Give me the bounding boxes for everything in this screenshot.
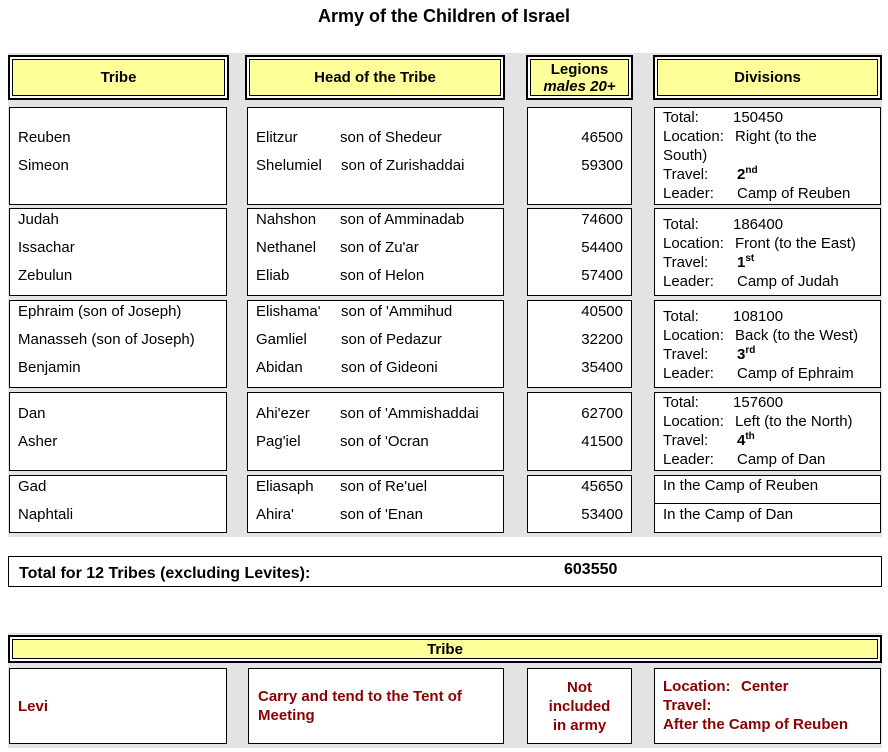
head-father: son of Zurishaddai: [341, 157, 465, 174]
division-location: Right (to the: [735, 128, 817, 145]
division-travel: 3rd: [737, 345, 756, 363]
head-father: son of 'Ocran: [340, 433, 429, 450]
division-leader: Camp of Dan: [737, 451, 826, 468]
division-total: 108100: [733, 308, 784, 325]
tribe-name: Asher: [18, 433, 58, 450]
group-5-tribes: [9, 475, 227, 533]
group-5-division-naphtali: [654, 503, 881, 533]
head-father: son of Gideoni: [341, 359, 438, 376]
header-head-label: Head of the Tribe: [314, 69, 436, 86]
page-title: Army of the Children of Israel: [317, 6, 571, 26]
head-father: son of Re'uel: [340, 478, 428, 495]
group-5-division-gad: [654, 475, 881, 504]
division-travel-label: Travel:: [663, 254, 709, 271]
header-tribe-label: Tribe: [100, 69, 137, 86]
group-1-legions: [527, 107, 632, 205]
head-father: son of Shedeur: [340, 129, 442, 146]
head-name: Eliab: [256, 267, 290, 284]
head-name: Nahshon: [256, 211, 317, 228]
tribe-name: Issachar: [18, 239, 75, 256]
group-1-division: [654, 107, 881, 205]
group-2-tribes: [9, 208, 227, 296]
head-father: son of 'Ammihud: [341, 303, 453, 320]
levi-travel: After the Camp of Reuben: [663, 716, 849, 733]
legion-count: 59300: [581, 157, 623, 174]
levi-legions-cell: [527, 668, 632, 744]
head-name: Ahi'ezer: [256, 405, 310, 422]
division-total-label: Total:: [663, 308, 699, 325]
division-travel: 2nd: [737, 165, 758, 183]
levi-legions: Not: [567, 679, 592, 696]
levi-duty-cell: [248, 668, 504, 744]
legion-count: 32200: [581, 331, 623, 348]
total-label: Total for 12 Tribes (excluding Levites):: [19, 565, 311, 582]
division-leader-label: Leader:: [663, 451, 714, 468]
levi-division-cell: [654, 668, 881, 744]
group-2-legions: [527, 208, 632, 296]
division-leader-label: Leader:: [663, 185, 714, 202]
levi-travel-label: Travel:: [663, 697, 712, 714]
division-total-label: Total:: [663, 394, 699, 411]
header-legions: [526, 55, 633, 100]
tribe-name: Benjamin: [18, 359, 81, 376]
head-name: Elitzur: [256, 129, 298, 146]
levi-tribe: Levi: [18, 698, 49, 715]
head-name: Eliasaph: [256, 478, 314, 495]
header-divisions: [653, 55, 882, 100]
levi-tribe-cell: [9, 668, 227, 744]
group-4-heads: [247, 392, 504, 471]
division-travel-label: Travel:: [663, 346, 709, 363]
levi-legions: included: [548, 698, 611, 715]
division-total-label: Total:: [663, 216, 699, 233]
division-total: 157600: [733, 394, 784, 411]
tribe-name: Ephraim (son of Joseph): [18, 303, 182, 320]
header-tribe: [8, 55, 229, 100]
head-name: Abidan: [256, 359, 303, 376]
division-note: In the Camp of Reuben: [663, 477, 819, 494]
division-location-label: Location:: [663, 327, 724, 344]
head-father: son of 'Enan: [340, 506, 423, 523]
head-name: Nethanel: [256, 239, 317, 256]
tribe-name: Manasseh (son of Joseph): [18, 331, 195, 348]
group-5-legions: [527, 475, 632, 533]
head-father: son of 'Ammishaddai: [340, 405, 479, 422]
total-row: [8, 556, 882, 587]
header-legions-label: Legions: [550, 60, 609, 78]
division-location: Left (to the North): [735, 413, 853, 430]
group-2-heads: [247, 208, 504, 296]
levi-header: [8, 635, 882, 663]
group-4-legions: [527, 392, 632, 471]
tribe-name: Zebulun: [18, 267, 73, 284]
division-leader: Camp of Reuben: [737, 185, 851, 202]
legion-count: 54400: [581, 239, 623, 256]
division-travel-label: Travel:: [663, 432, 709, 449]
legion-count: 46500: [581, 129, 623, 146]
group-4-tribes: [9, 392, 227, 471]
head-father: son of Pedazur: [341, 331, 442, 348]
total-value: 603550: [564, 561, 618, 578]
division-total: 150450: [733, 109, 784, 126]
head-father: son of Zu'ar: [340, 239, 419, 256]
division-leader: Camp of Judah: [737, 273, 839, 290]
tribe-name: Simeon: [18, 157, 69, 174]
header-divisions-label: Divisions: [734, 69, 801, 86]
legion-count: 62700: [581, 405, 623, 422]
tribe-name: Reuben: [18, 129, 71, 146]
division-location-label: Location:: [663, 128, 724, 145]
legion-count: 45650: [581, 478, 623, 495]
tribe-name: Naphtali: [18, 506, 74, 523]
tribe-name: Judah: [18, 211, 59, 228]
header-legions-sub: males 20+: [543, 77, 616, 95]
head-name: Shelumiel: [256, 157, 322, 174]
levi-header-label: Tribe: [427, 640, 463, 658]
levi-duty: Meeting: [258, 707, 315, 724]
levi-duty: Carry and tend to the Tent of: [258, 688, 462, 705]
group-2-division: [654, 208, 881, 296]
legion-count: 41500: [581, 433, 623, 450]
division-location: Back (to the West): [735, 327, 859, 344]
legion-count: 35400: [581, 359, 623, 376]
head-name: Elishama': [256, 303, 321, 320]
tribe-name: Gad: [18, 478, 47, 495]
head-father: son of Amminadab: [340, 211, 465, 228]
division-location: Front (to the East): [735, 235, 856, 252]
division-leader-label: Leader:: [663, 273, 714, 290]
head-name: Ahira': [256, 506, 294, 523]
levi-location-label: Location:: [663, 678, 731, 695]
division-leader: Camp of Ephraim: [737, 365, 854, 382]
tribe-name: Dan: [18, 405, 46, 422]
levi-legions: in army: [552, 717, 607, 734]
division-note: In the Camp of Dan: [663, 506, 794, 523]
group-3-division: [654, 300, 881, 388]
legion-count: 53400: [581, 506, 623, 523]
division-total-label: Total:: [663, 109, 699, 126]
division-location-label: Location:: [663, 235, 724, 252]
division-leader-label: Leader:: [663, 365, 714, 382]
group-3-legions: [527, 300, 632, 388]
division-location-cont: South): [663, 147, 708, 164]
header-head-of-tribe: [245, 55, 505, 100]
division-location-label: Location:: [663, 413, 724, 430]
division-travel: 4th: [737, 431, 755, 449]
division-travel-label: Travel:: [663, 166, 709, 183]
division-total: 186400: [733, 216, 784, 233]
head-name: Gamliel: [256, 331, 307, 348]
legion-count: 57400: [581, 267, 623, 284]
division-travel: 1st: [737, 253, 755, 271]
group-1-heads: [247, 107, 504, 205]
head-name: Pag'iel: [256, 433, 301, 450]
legion-count: 40500: [581, 303, 623, 320]
head-father: son of Helon: [340, 267, 425, 284]
group-3-heads: [247, 300, 504, 388]
levi-location: Center: [741, 678, 789, 695]
group-4-division: [654, 392, 881, 471]
group-5-heads: [247, 475, 504, 533]
group-3-tribes: [9, 300, 227, 388]
legion-count: 74600: [581, 211, 623, 228]
group-1-tribes: [9, 107, 227, 205]
